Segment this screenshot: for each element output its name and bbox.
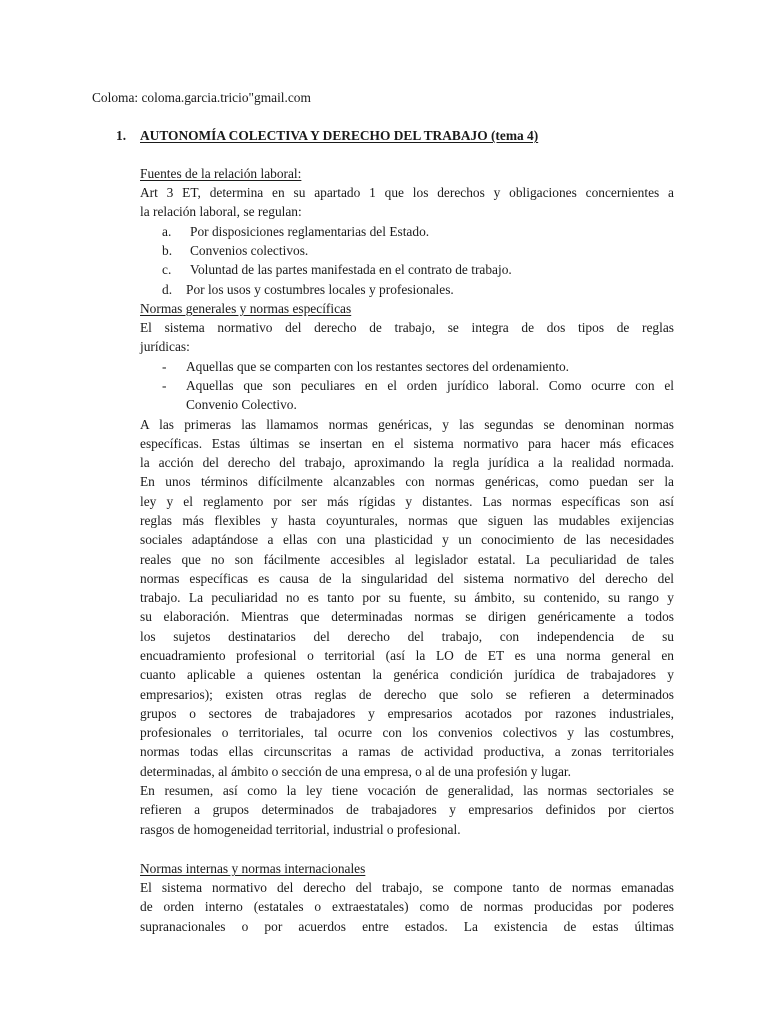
bullet-item-continuation: Convenio Colectivo.	[186, 397, 297, 412]
bullet-marker: -	[162, 378, 167, 393]
summary-line: En resumen, así como la ley tiene vocación de generalidad, las normas sectoriales se	[140, 783, 674, 798]
paragraph-line: normas específicas es causa de la singularidad del sistema normativo del derecho del	[140, 571, 674, 586]
section-title: AUTONOMÍA COLECTIVA Y DERECHO DEL TRABAJO (tema 4)	[140, 128, 539, 143]
paragraph-line: A las primeras las llamamos normas genéricas, y las segundas se denominan normas	[140, 417, 674, 432]
fuentes-intro-line-2: la relación laboral, se regulan:	[140, 204, 302, 219]
paragraph-line: cuanto aplicable a quienes ostentan la genérica condición jurídica de trabajadores y	[140, 667, 674, 682]
paragraph-line: específicas. Estas últimas se insertan en el sistema normativo para hacer más eficaces	[140, 436, 674, 451]
list-marker: d.	[162, 282, 173, 297]
paragraph-line: trabajo. La peculiaridad no es tanto por su fuente, su ámbito, su contenido, su rango y	[140, 590, 674, 605]
fuentes-intro-line-1: Art 3 ET, determina en su apartado 1 que los derechos y obligaciones concernientes a	[140, 185, 674, 200]
generales-intro-line-1: El sistema normativo del derecho de trabajo, se integra de dos tipos de reglas	[140, 320, 674, 335]
paragraph-line: reglas más flexibles y hasta coyunturales, normas que siguen las mudables exijencias	[140, 513, 674, 528]
section-number: 1.	[116, 128, 127, 143]
internas-paragraph-line: supranacionales o por acuerdos entre estados. La existencia de estas últimas	[140, 919, 674, 934]
bullet-item: Aquellas que se comparten con los restantes sectores del ordenamiento.	[186, 359, 569, 374]
internas-heading: Normas internas y normas internacionales	[140, 861, 366, 876]
paragraph-line: empresarios); existen otras reglas de derecho que solo se refieren a determinados	[140, 687, 674, 702]
generales-intro-line-2: jurídicas:	[140, 339, 190, 354]
generales-heading: Normas generales y normas específicas	[140, 301, 352, 316]
summary-line: rasgos de homogeneidad territorial, industrial o profesional.	[140, 822, 461, 837]
list-item: Convenios colectivos.	[190, 243, 309, 258]
paragraph-line: profesionales o territoriales, tal ocurre con los convenios colectivos y las costumbres,	[140, 725, 674, 740]
paragraph-line: ley y el reglamento por ser más rígidas y distantes. Las normas específicas son así	[140, 494, 674, 509]
paragraph-line: normas todas ellas circunscritas a ramas de actividad productiva, a zonas territoriales	[140, 744, 674, 759]
summary-line: refieren a grupos determinados de trabajadores y empresarios definidos por ciertos	[140, 802, 674, 817]
paragraph-line: En unos términos difícilmente alcanzables con normas genéricas, como puedan ser la	[140, 474, 674, 489]
list-marker: b.	[162, 243, 173, 258]
paragraph-line: encuadramiento profesional o territorial (así la LO de ET es una norma general en	[140, 648, 674, 663]
internas-paragraph-line: de orden interno (estatales o extraestatales) como de normas producidas por poderes	[140, 899, 674, 914]
paragraph-line: determinadas, al ámbito o sección de una empresa, o al de una profesión y lugar.	[140, 764, 571, 779]
list-item: Por disposiciones reglamentarias del Estado.	[190, 224, 430, 239]
bullet-marker: -	[162, 359, 167, 374]
list-item: Por los usos y costumbres locales y profesionales.	[186, 282, 454, 297]
paragraph-line: grupos o sectores de trabajadores y empresarios acotados por razones industriales,	[140, 706, 674, 721]
header-contact-line: Coloma: coloma.garcia.tricio"gmail.com	[92, 90, 311, 105]
fuentes-heading: Fuentes de la relación laboral:	[140, 166, 302, 181]
paragraph-line: sociales adaptándose a ellas con una plasticidad y un conocimiento de las necesidades	[140, 532, 674, 547]
paragraph-line: los sujetos destinatarios del derecho del trabajo, con independencia de su	[140, 629, 674, 644]
paragraph-line: reales que no son fácilmente accesibles al legislador estatal. La peculiaridad de tales	[140, 552, 674, 567]
bullet-item: Aquellas que son peculiares en el orden jurídico laboral. Como ocurre con el	[186, 378, 674, 393]
paragraph-line: la acción del derecho del trabajo, aproximando la regla jurídica a la realidad normada.	[140, 455, 674, 470]
list-item: Voluntad de las partes manifestada en el contrato de trabajo.	[190, 262, 512, 277]
list-marker: a.	[162, 224, 172, 239]
paragraph-line: su elaboración. Mientras que determinadas normas se dirigen genéricamente a todos	[140, 609, 674, 624]
internas-paragraph-line: El sistema normativo del derecho del trabajo, se compone tanto de normas emanadas	[140, 880, 674, 895]
list-marker: c.	[162, 262, 172, 277]
